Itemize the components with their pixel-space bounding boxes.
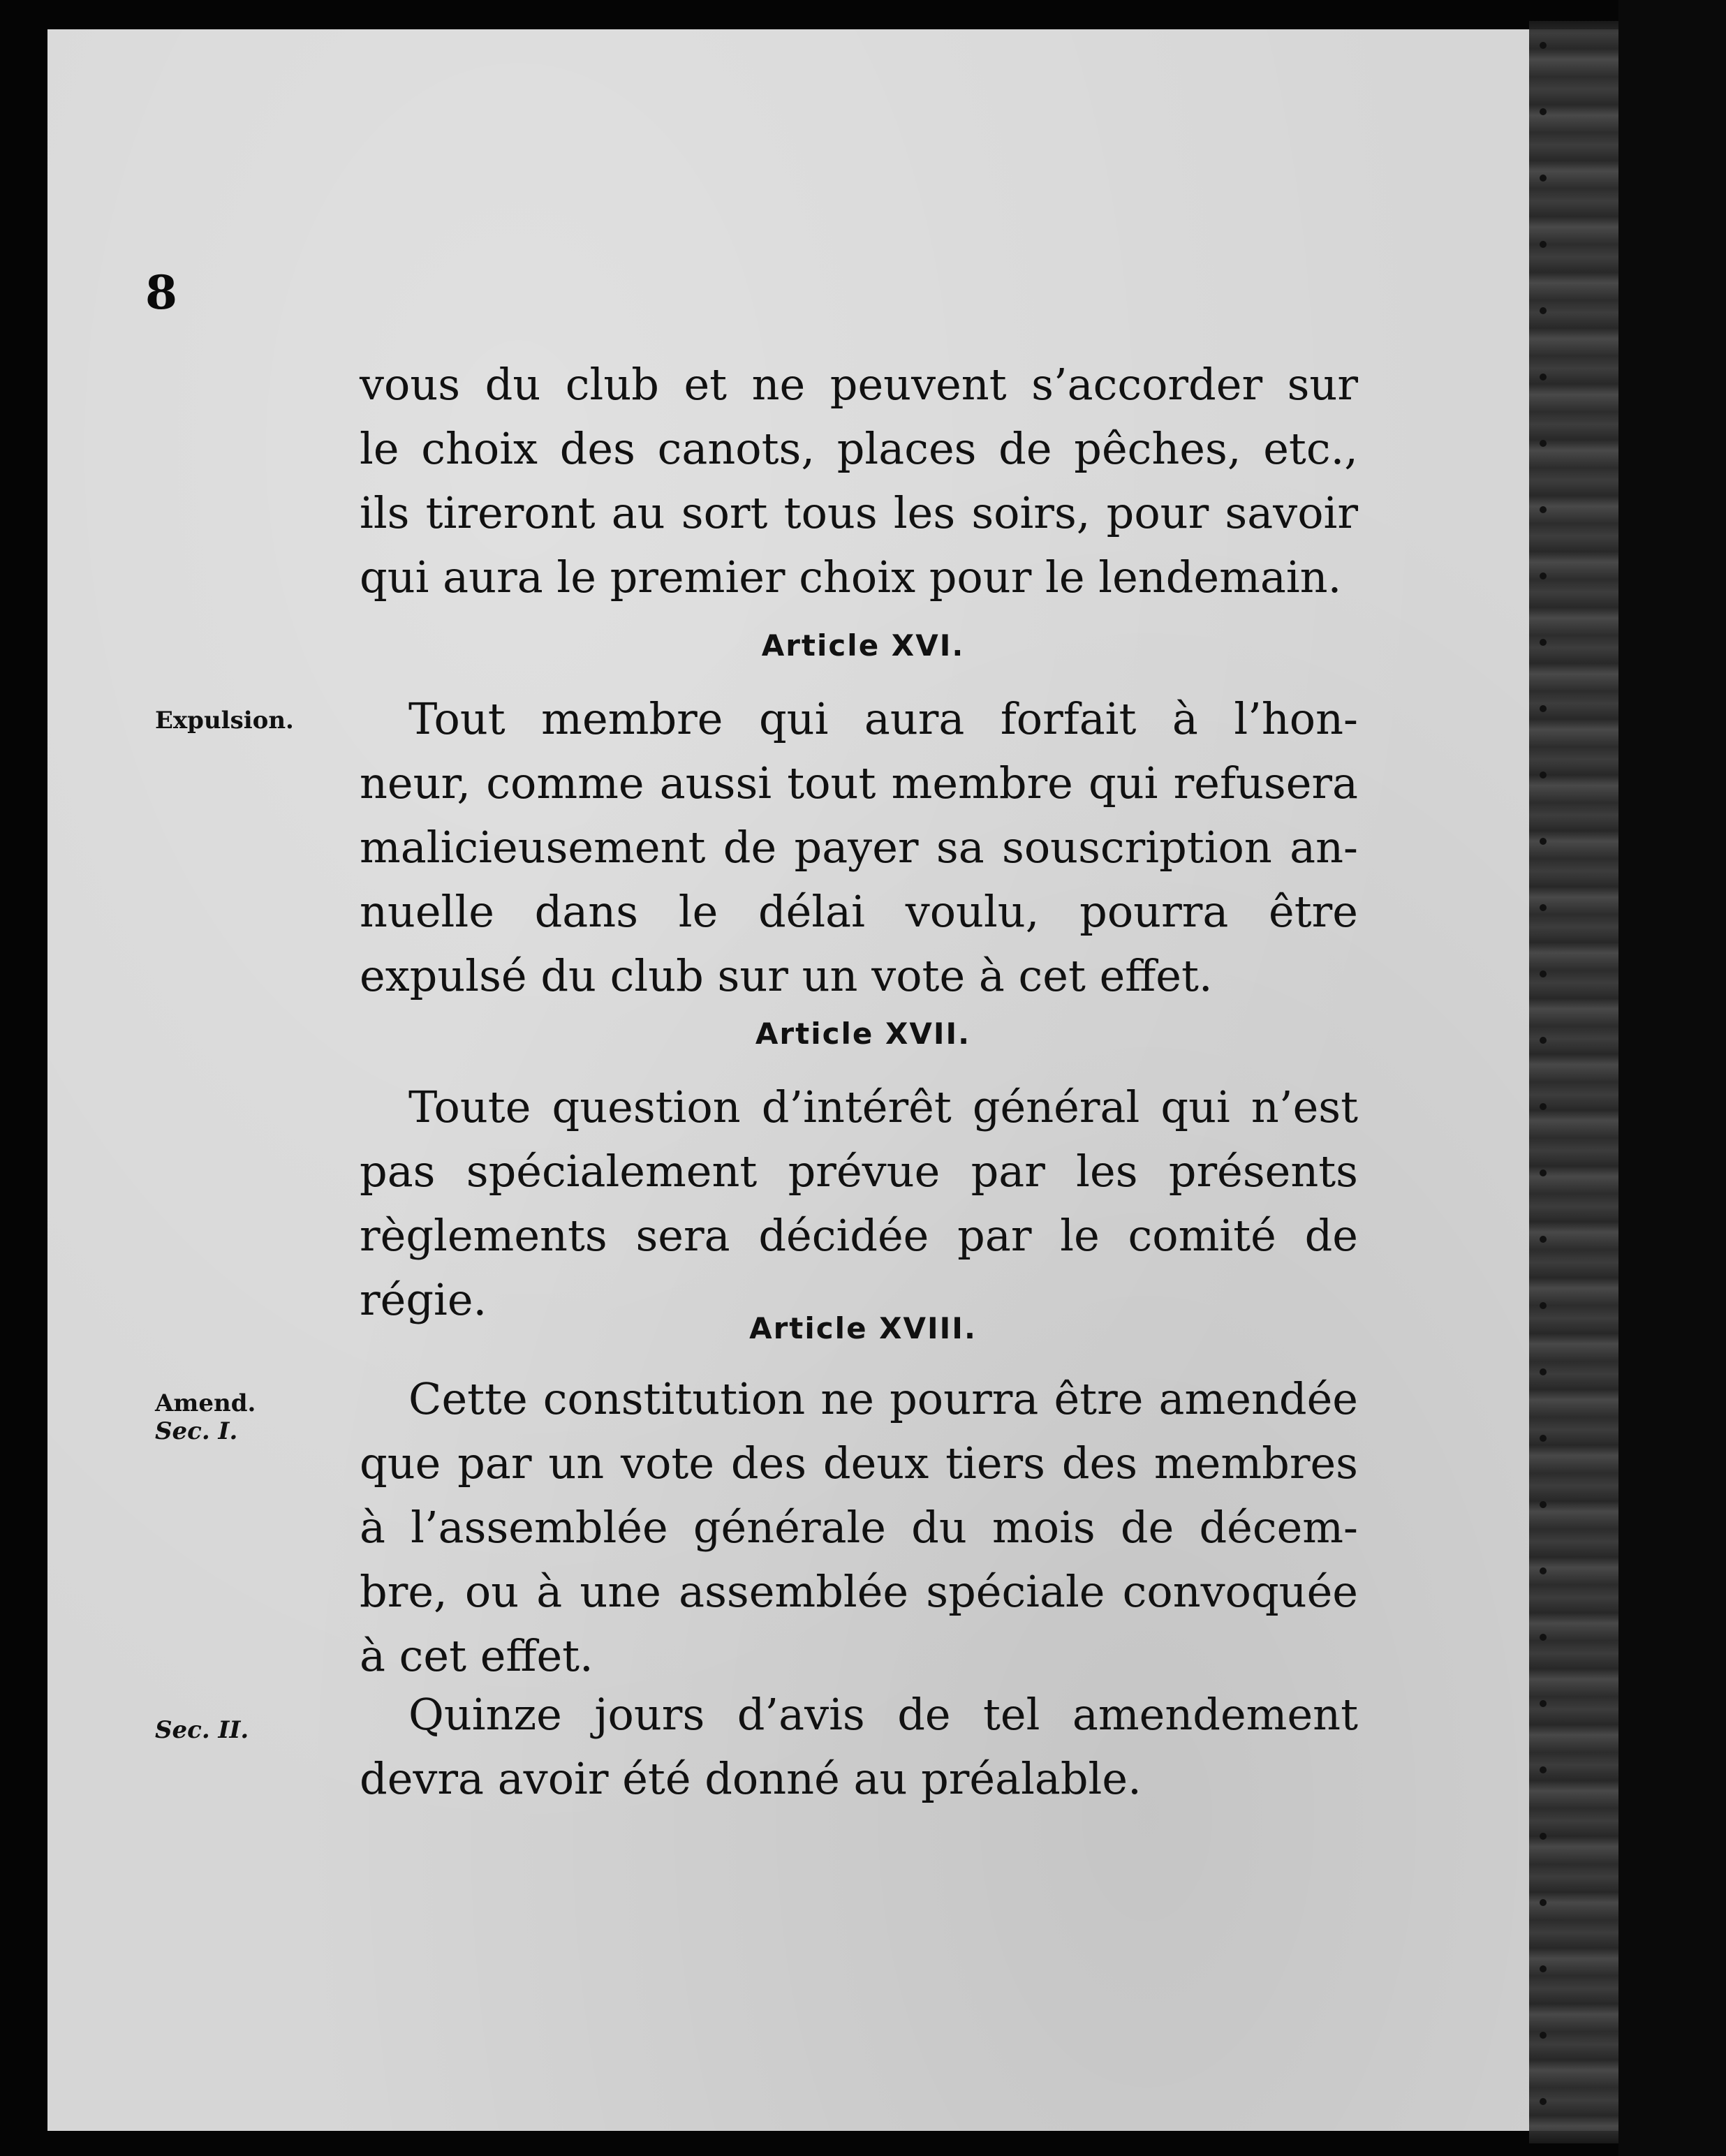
binding-stitch: [1540, 1435, 1547, 1442]
margin-note-expulsion: Expulsion.: [155, 707, 294, 734]
text-line: Cette constitution ne pourra être amendée: [408, 1373, 1358, 1424]
margin-note-amend: Amend.: [155, 1389, 256, 1417]
text-line: à cet effet.: [360, 1630, 593, 1681]
article-16-heading: Article XVI.: [761, 628, 965, 663]
binding-stitch: [1540, 838, 1547, 845]
text-line: bre, ou à une assemblée spéciale convoquée: [360, 1566, 1358, 1617]
text-line: régie.: [360, 1274, 487, 1325]
text-line: neur, comme aussi tout membre qui refusera: [360, 758, 1358, 808]
article-18-section-2-text: [360, 1683, 1358, 1811]
binding-stitch: [1540, 1236, 1547, 1243]
margin-note-sec-1: Sec. I.: [155, 1417, 238, 1445]
text-line: Quinze jours d’avis de tel amendement: [408, 1689, 1358, 1740]
binding-stitch: [1540, 1833, 1547, 1840]
text-line: malicieusement de payer sa souscription an-: [360, 822, 1358, 873]
text-line: qui aura le premier choix pour le lendemain.: [360, 552, 1342, 603]
text-line: règlements sera décidée par le comité de: [360, 1210, 1358, 1261]
binding-stitch: [1540, 904, 1547, 911]
binding-stitch: [1540, 1899, 1547, 1906]
binding-stitch: [1540, 440, 1547, 447]
text-line: expulsé du club sur un vote à cet effet.: [360, 950, 1213, 1001]
binding-stitch: [1540, 241, 1547, 248]
binding-stitch: [1540, 970, 1547, 977]
page-number: 8: [145, 265, 177, 320]
text-line: vous du club et ne peuvent s’accorder sur: [360, 359, 1358, 410]
binding-stitch: [1540, 2098, 1547, 2105]
binding-stitch: [1540, 1965, 1547, 1972]
page-edge: [1618, 0, 1726, 2156]
text-line: le choix des canots, places de pêches, etc.,: [360, 423, 1358, 474]
binding-stitch: [1540, 573, 1547, 579]
binding-stitch: [1540, 1634, 1547, 1641]
binding-stitch: [1540, 1567, 1547, 1574]
continued-paragraph: [360, 353, 1358, 610]
binding-stitch: [1540, 506, 1547, 513]
article-17-heading: Article XVII.: [755, 1017, 971, 1051]
article-17-text: [360, 1075, 1358, 1332]
text-line: Tout membre qui aura forfait à l’hon-: [408, 693, 1358, 744]
binding-stitch: [1540, 771, 1547, 778]
binding-stitch: [1540, 1302, 1547, 1309]
text-line: pas spécialement prévue par les présents: [360, 1146, 1358, 1197]
article-18-heading: Article XVIII.: [749, 1311, 977, 1345]
margin-note-sec-2: Sec. II.: [155, 1716, 249, 1744]
article-16-text: [360, 687, 1358, 1008]
binding-stitch: [1540, 1700, 1547, 1707]
binding-edge: [1529, 21, 1620, 2143]
binding-stitch: [1540, 374, 1547, 381]
binding-stitch: [1540, 639, 1547, 646]
binding-stitch: [1540, 1766, 1547, 1773]
binding-stitch: [1540, 42, 1547, 49]
text-line: que par un vote des deux tiers des membres: [360, 1438, 1358, 1489]
text-line: ils tireront au sort tous les soirs, pour savoir: [360, 487, 1358, 538]
binding-stitch: [1540, 1501, 1547, 1508]
binding-stitch: [1540, 1103, 1547, 1110]
binding-stitch: [1540, 1037, 1547, 1044]
binding-stitch: [1540, 2032, 1547, 2039]
text-line: devra avoir été donné au préalable.: [360, 1753, 1142, 1804]
binding-stitch: [1540, 108, 1547, 115]
binding-stitch: [1540, 705, 1547, 712]
article-18-text: [360, 1367, 1358, 1688]
binding-stitch: [1540, 307, 1547, 314]
text-line: Toute question d’intérêt général qui n’est: [408, 1081, 1358, 1132]
text-line: nuelle dans le délai voulu, pourra être: [360, 886, 1358, 937]
binding-stitch: [1540, 1368, 1547, 1375]
binding-stitch: [1540, 1169, 1547, 1176]
binding-stitch: [1540, 175, 1547, 182]
text-line: à l’assemblée générale du mois de décem-: [360, 1502, 1358, 1553]
